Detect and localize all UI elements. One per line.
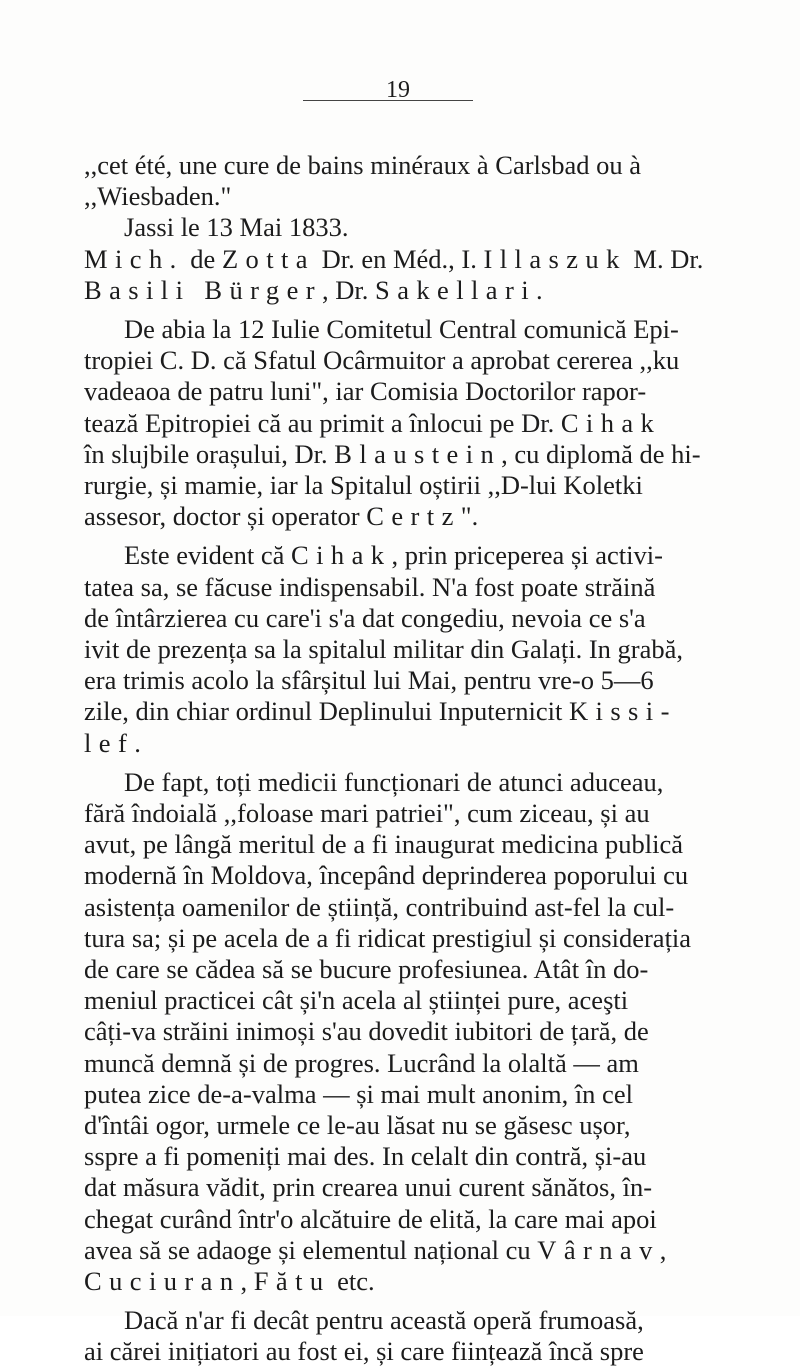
text-line: ,,cet été, une cure de bains minéraux à Carlsbad ou à: [84, 150, 642, 180]
text-line: Este evident că Cihak, prin priceperea și activi-: [124, 540, 663, 570]
spaced-name: Fătu: [253, 1266, 331, 1296]
text-line: putea zice de-a-valma — și mai mult anonim, în cel: [84, 1079, 633, 1109]
text-line: assesor, doctor și operator Certz".: [84, 501, 479, 531]
text-line: Dacă n'ar fi decât pentru această operă frumoasă,: [124, 1305, 644, 1335]
text-line: meniul practicei cât și'n acela al științei pure, aceşti: [84, 985, 629, 1015]
text-line: ai cărei inițiatori au fost ei, și care ființează încă spre: [84, 1336, 644, 1366]
date-line: Jassi le 13 Mai 1833.: [124, 212, 349, 242]
spaced-name: Cuciuran: [84, 1266, 241, 1296]
spaced-name: Sakellari: [375, 275, 536, 305]
text-line: tura sa; și pe acela de a fi ridicat prestigiul și considerația: [84, 923, 692, 953]
text-line: d'întâi ogor, urmele ce le-au lăsat nu se găsesc ușor,: [84, 1110, 631, 1140]
page-number: 19: [386, 77, 410, 103]
spaced-name: Mich.: [84, 244, 184, 274]
spaced-name: lef: [84, 728, 135, 758]
text-line: muncă demnă și de progres. Lucrând la olaltă — am: [84, 1048, 639, 1078]
text-line: avea să se adaoge și elementul național cu Vârnav,: [84, 1235, 667, 1265]
text-line: zile, din chiar ordinul Deplinului Inputernicit Kissi-: [84, 696, 677, 726]
text-line: ivit de prezența sa la spitalul militar din Galați. In grabă,: [84, 634, 683, 664]
text-line: modernă în Moldova, începând deprinderea poporului cu: [84, 860, 689, 890]
spaced-name: Kissi-: [568, 696, 677, 726]
text-line: avut, pe lângă meritul de a fi inaugurat medicina publică: [84, 829, 683, 859]
text-line: dat măsura vădit, prin crearea unui curent sănătos, în-: [84, 1172, 653, 1202]
text-line: de întârzierea cu care'i s'a dat congediu, nevoia ce s'a: [84, 603, 646, 633]
spaced-name: Certz: [366, 501, 461, 531]
text-line: De abia la 12 Iulie Comitetul Central comunică Epi-: [124, 314, 679, 344]
text-line: Cuciuran, Fătu etc.: [84, 1266, 375, 1296]
text-line: tropiei C. D. că Sfatul Ocârmuitor a aprobat cererea ,,ku: [84, 345, 680, 375]
signature-line: Basili Bürger, Dr. Sakellari.: [84, 275, 543, 305]
spaced-name: Illaszuk: [483, 244, 627, 274]
text-line: câți-va străini inimoși s'au dovedit iubitori de țară, de: [84, 1016, 649, 1046]
text-line: tează Epitropiei că au primit a înlocui pe Dr. Cihak: [84, 408, 662, 438]
spaced-name: Blaustein: [334, 439, 502, 469]
spaced-name: Cihak: [291, 540, 392, 570]
spaced-name: Zotta: [221, 244, 315, 274]
text-line: ,,Wiesbaden.": [84, 181, 232, 211]
text-line: de care se cădea să se bucure profesiunea. Atât în do-: [84, 954, 649, 984]
text-line: chegat curând într'o alcătuire de elită, la care mai apoi: [84, 1204, 657, 1234]
text-line: în slujbile orașului, Dr. Blaustein, cu diplomă de hi-: [84, 439, 701, 469]
text-line: De fapt, toți medicii funcționari de atunci aduceau,: [124, 767, 664, 797]
text-line: lef.: [84, 728, 141, 758]
signature-line: Mich. de Zotta Dr. en Méd., I. Illaszuk M. Dr.: [84, 244, 704, 274]
spaced-name: Basili Bürger: [84, 275, 323, 305]
text-line: tatea sa, se făcuse indispensabil. N'a fost poate străină: [84, 572, 656, 602]
text-line: sspre a fi pomeniți mai des. In celalt din contră, și-au: [84, 1141, 647, 1171]
spaced-name: Vârnav: [537, 1235, 660, 1265]
text-line: fără îndoială ,,foloase mari patriei", cum ziceau, și au: [84, 798, 650, 828]
text-line: vadeaoa de patru luni", iar Comisia Doctorilor rapor-: [84, 376, 647, 406]
page-number-rule: [303, 100, 473, 101]
text-line: era trimis acolo la sfârșitul lui Mai, pentru vre-o 5—6: [84, 665, 654, 695]
spaced-name: Cihak: [560, 408, 662, 438]
text-line: rurgie, și mamie, iar la Spitalul oștirii ,,D-lui Koletki: [84, 470, 643, 500]
text-line: asistența oamenilor de știință, contribuind ast-fel la cul-: [84, 892, 675, 922]
